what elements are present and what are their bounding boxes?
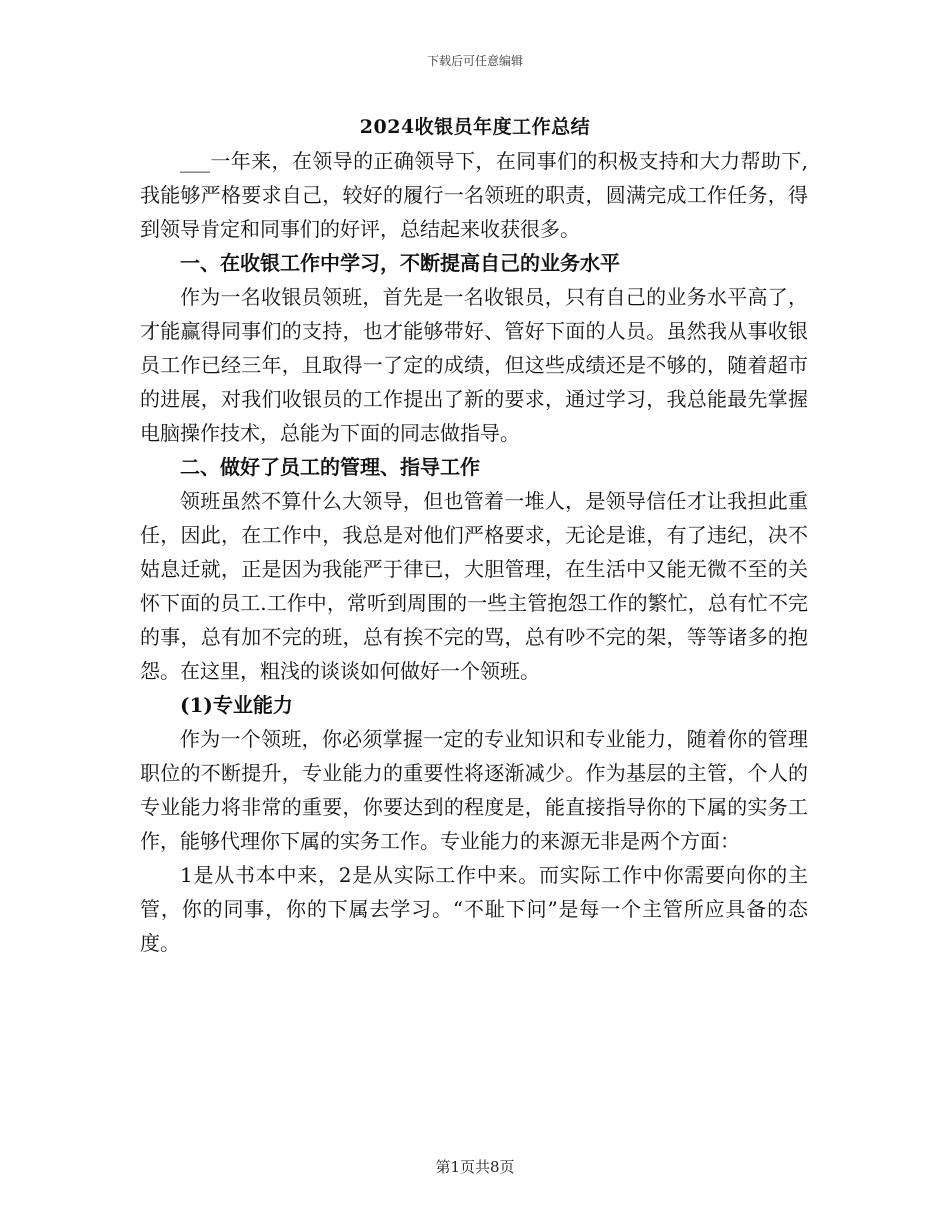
document-body [140,144,808,960]
page-number: 第1页共8页 [435,1158,515,1176]
paragraph-section-1: 作为一名收银员领班，首先是一名收银员，只有自己的业务水平高了，才能赢得同事们的支持，也才能够带好、管好下面的人员。虽然我从事收银员工作已经三年，且取得一了定的成绩，但这些成绩还是不够的，随着超市的进展，对我们收银员的工作提出了新的要求，通过学习，我总能最先掌握电脑操作技术，总能为下面的同志做指导。 [140,285,808,445]
subsection-heading-1: (1)专业能力 [180,693,293,717]
paragraph-subsection-1: 作为一个领班，你必须掌握一定的专业知识和专业能力，随着你的管理职位的不断提升，专业能力的重要性将逐渐减少。作为基层的主管，个人的专业能力将非常的重要，你要达到的程度是，能直接指导你的下属的实务工作，能够代理你下属的实务工作。专业能力的来源无非是两个方面： [140,727,808,853]
paragraph-intro: ___一年来，在领导的正确领导下，在同事们的积极支持和大力帮助下,我能够严格要求自己，较好的履行一名领班的职责，圆满完成工作任务，得到领导肯定和同事们的好评，总结起来收获很多。 [140,149,808,241]
section-heading-2: 二、做好了员工的管理、指导工作 [180,455,480,479]
section-heading-1: 一、在收银工作中学习，不断提高自己的业务水平 [180,251,620,275]
paragraph-subsection-1-cont: 1是从书本中来，2是从实际工作中来。而实际工作中你需要向你的主管，你的同事，你的下属去学习。“不耻下问”是每一个主管所应具备的态度。 [140,863,808,955]
document-title: 2024收银员年度工作总结 [359,116,591,138]
paragraph-section-2: 领班虽然不算什么大领导，但也管着一堆人，是领导信任才让我担此重任，因此，在工作中，我总是对他们严格要求，无论是谁，有了违纪，决不姑息迁就，正是因为我能严于律已，大胆管理，在生活中又能无微不至的关怀下面的员工.工作中，常听到周围的一些主管抱怨工作的繁忙，总有忙不完的事，总有加不完的班，总有挨不完的骂，总有吵不完的架，等等诸多的抱怨。在这里，粗浅的谈谈如何做好一个领班。 [140,489,808,683]
header-note: 下载后可任意编辑 [426,54,523,68]
